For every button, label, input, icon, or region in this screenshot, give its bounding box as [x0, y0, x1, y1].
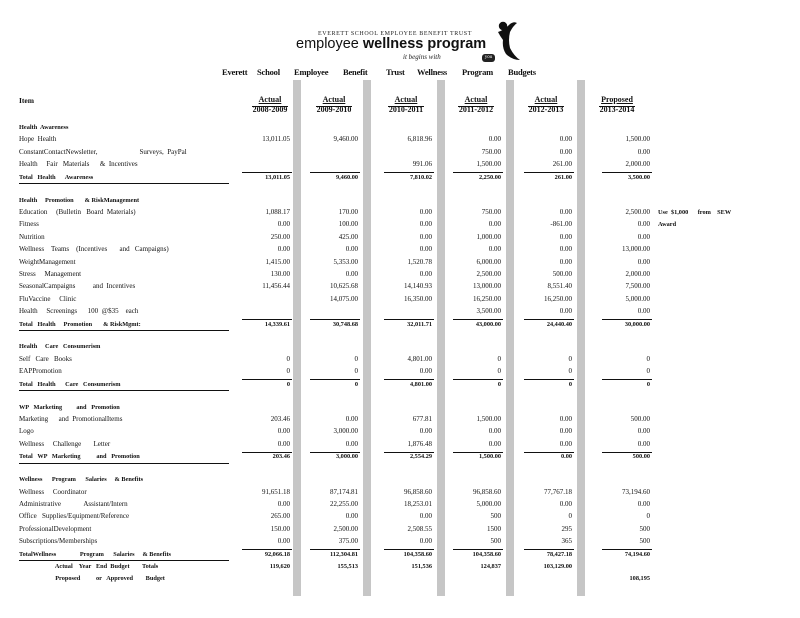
cell-value: 0.00 — [345, 512, 358, 521]
subtotal-rule — [524, 379, 574, 380]
line-item-label: Logo — [19, 427, 34, 436]
column-separator — [577, 80, 585, 596]
cell-value: 2,250.00 — [478, 173, 501, 181]
column-header — [304, 95, 364, 115]
cell-value: 30,748.68 — [332, 320, 358, 328]
cell-value: 0.00 — [488, 439, 501, 448]
cell-value: 0.00 — [559, 245, 572, 254]
cell-value: 18,253.01 — [404, 499, 432, 508]
figure-logo-icon — [494, 20, 524, 64]
column-separator — [363, 80, 371, 596]
cell-value: 2,554.29 — [409, 453, 432, 461]
total-row-label: Total WP Marketing and Promotion — [19, 453, 140, 461]
cell-value: 0.00 — [345, 415, 358, 424]
cell-value: 6,818.96 — [407, 135, 432, 144]
subtotal-rule — [242, 379, 292, 380]
line-item-label: Wellness Teams (Incentives and Campaigns) — [19, 245, 169, 254]
cell-value: 13,011.05 — [265, 173, 290, 181]
column-header-year: 2010-2011 — [388, 105, 424, 114]
cell-value: 500.00 — [630, 415, 650, 424]
cell-value: 203.46 — [270, 415, 290, 424]
line-item-label: Administrative Assistant/Intern — [19, 499, 128, 508]
cell-value: 0.00 — [559, 135, 572, 144]
cell-value: 250.00 — [270, 232, 290, 241]
cell-value: 0.00 — [419, 245, 432, 254]
column-header-type: Actual — [534, 95, 558, 104]
cell-value: 155,513 — [337, 562, 358, 570]
cell-value: 0 — [497, 380, 501, 388]
cell-value: 0 — [497, 354, 501, 363]
cell-value: 73,194.60 — [622, 487, 650, 496]
column-header — [376, 95, 436, 115]
cell-value: 0.00 — [345, 245, 358, 254]
cell-value: 0 — [354, 367, 358, 376]
cell-value: 1,088.17 — [265, 207, 290, 216]
line-item-label: Health Screenings 100 @$35 each — [19, 307, 139, 316]
column-header-year: 2008-2009 — [252, 105, 288, 114]
cell-value: 0 — [286, 354, 290, 363]
line-item-label: Stress Management — [19, 269, 82, 278]
item-column-header: Item — [19, 96, 34, 105]
cell-value: 104,358.60 — [472, 550, 501, 558]
subtotal-rule — [453, 379, 503, 380]
cell-value: 1,500.00 — [476, 415, 501, 424]
cell-value: 0.00 — [559, 439, 572, 448]
total-row-label: Proposed or Approved Budget — [19, 575, 165, 583]
cell-value: 0.00 — [559, 257, 572, 266]
banner-word: Program — [462, 67, 494, 77]
cell-value: 1500 — [487, 524, 501, 533]
cell-value: 0.00 — [488, 220, 501, 229]
banner-word: Budgets — [508, 67, 536, 77]
cell-value: 91,651.18 — [262, 487, 290, 496]
cell-value: 0.00 — [488, 245, 501, 254]
cell-value: 1,500.00 — [625, 135, 650, 144]
cell-value: 3,500.00 — [476, 307, 501, 316]
cell-value: 0.00 — [637, 220, 650, 229]
row-note: Award — [658, 221, 677, 229]
cell-value: 0 — [646, 512, 650, 521]
cell-value: 0 — [568, 380, 572, 388]
cell-value: 0.00 — [488, 135, 501, 144]
cell-value: 0 — [646, 354, 650, 363]
total-row-label: Actual Year End Budget Totals — [19, 562, 159, 570]
cell-value: 30,000.00 — [624, 320, 650, 328]
line-item-label: ConstantContactNewsletter, Surveys, PayPal — [19, 147, 187, 156]
cell-value: 96,858.60 — [404, 487, 432, 496]
subtotal-rule — [310, 379, 360, 380]
cell-value: 295 — [561, 524, 572, 533]
cell-value: 0 — [646, 367, 650, 376]
cell-value: 2,000.00 — [625, 160, 650, 169]
column-header-underline — [252, 106, 288, 107]
row-note: Use $1,000 from SEW — [658, 208, 732, 216]
total-rule — [19, 463, 229, 464]
cell-value: 2,000.00 — [625, 269, 650, 278]
column-header — [240, 95, 300, 115]
cell-value: 0.00 — [559, 499, 572, 508]
cell-value: 0.00 — [277, 245, 290, 254]
column-header-underline — [458, 106, 494, 107]
column-header-underline — [388, 106, 424, 107]
program-tagline: it begins with — [403, 53, 441, 61]
cell-value: 0.00 — [277, 220, 290, 229]
banner-word: Employee — [294, 67, 329, 77]
cell-value: 13,000.00 — [473, 282, 501, 291]
line-item-label: Wellness Coordinator — [19, 487, 87, 496]
cell-value: 0.00 — [637, 147, 650, 156]
section-header: Wellness Program Salaries & Benefits — [19, 476, 144, 484]
cell-value: 3,000.00 — [333, 427, 358, 436]
cell-value: 0.00 — [637, 427, 650, 436]
cell-value: 0.00 — [637, 232, 650, 241]
line-item-label: Nutrition — [19, 232, 45, 241]
cell-value: 425.00 — [338, 232, 358, 241]
total-rule — [19, 390, 229, 391]
cell-value: 32,011.71 — [407, 320, 432, 328]
cell-value: 7,810.02 — [409, 173, 432, 181]
cell-value: 0 — [497, 367, 501, 376]
line-item-label: Office Supplies/Equipment/Reference — [19, 512, 130, 521]
banner-word: School — [257, 67, 280, 77]
banner-word: Everett — [222, 67, 248, 77]
cell-value: 203.46 — [272, 453, 290, 461]
cell-value: 265.00 — [270, 512, 290, 521]
cell-value: 11,456.44 — [262, 282, 290, 291]
total-row-label: Total Health Awareness — [19, 173, 94, 181]
cell-value: 0.00 — [345, 269, 358, 278]
cell-value: 2,508.55 — [407, 524, 432, 533]
cell-value: 5,000.00 — [625, 294, 650, 303]
cell-value: 0.00 — [419, 537, 432, 546]
column-header-year: 2012-2013 — [528, 105, 564, 114]
cell-value: 0 — [354, 380, 358, 388]
line-item-label: EAPPromotion — [19, 367, 62, 376]
total-rule — [19, 330, 229, 331]
cell-value: 100.00 — [338, 220, 358, 229]
total-row-label: Total Health Promotion & RiskMgmt: — [19, 320, 141, 328]
cell-value: 14,140.93 — [404, 282, 432, 291]
cell-value: 1,500.00 — [476, 160, 501, 169]
cell-value: 112,304.81 — [330, 550, 358, 558]
cell-value: 3,000.00 — [335, 453, 358, 461]
column-header-year: 2009-2010 — [316, 105, 352, 114]
cell-value: 13,000.00 — [622, 245, 650, 254]
cell-value: 500.00 — [632, 453, 650, 461]
cell-value: 0.00 — [559, 147, 572, 156]
cell-value: 22,255.00 — [330, 499, 358, 508]
cell-value: 0.00 — [277, 537, 290, 546]
cell-value: 365 — [561, 537, 572, 546]
cell-value: 4,801.00 — [409, 380, 432, 388]
cell-value: 8,551.40 — [547, 282, 572, 291]
cell-value: 103,129.00 — [543, 562, 572, 570]
banner-word: Wellness — [417, 67, 448, 77]
cell-value: 96,858.60 — [473, 487, 501, 496]
cell-value: 77,767.18 — [544, 487, 572, 496]
cell-value: 0.00 — [637, 307, 650, 316]
column-separator — [506, 80, 514, 596]
column-separator — [437, 80, 445, 596]
column-header-type: Actual — [464, 95, 488, 104]
cell-value: 2,500.00 — [333, 524, 358, 533]
cell-value: 5,000.00 — [476, 499, 501, 508]
cell-value: 0.00 — [559, 307, 572, 316]
cell-value: 0.00 — [559, 232, 572, 241]
cell-value: 0 — [568, 354, 572, 363]
cell-value: 0.00 — [488, 427, 501, 436]
cell-value: 500 — [639, 537, 650, 546]
total-row-label: TotalWellness Program Salaries & Benefits — [19, 550, 171, 558]
line-item-label: WeightManagement — [19, 257, 76, 266]
you-badge: you — [482, 54, 495, 62]
cell-value: 108,195 — [629, 575, 650, 583]
column-header-type: Proposed — [601, 95, 633, 104]
cell-value: 170.00 — [338, 207, 358, 216]
cell-value: 78,427.18 — [546, 550, 572, 558]
column-header-type: Actual — [322, 95, 346, 104]
cell-value: 14,339.61 — [264, 320, 290, 328]
cell-value: 500 — [490, 512, 501, 521]
cell-value: 13,011.05 — [262, 135, 290, 144]
column-header — [516, 95, 576, 115]
column-header-type: Actual — [394, 95, 418, 104]
column-header-underline — [528, 106, 564, 107]
cell-value: 130.00 — [270, 269, 290, 278]
line-item-label: Marketing and PromotionalItems — [19, 415, 123, 424]
section-header: Health Promotion & RiskManagement — [19, 196, 140, 204]
cell-value: 0.00 — [560, 453, 572, 461]
line-item-label: Health Fair Materials & Incentives — [19, 160, 138, 169]
column-header-underline — [316, 106, 352, 107]
cell-value: 2,500.00 — [476, 269, 501, 278]
banner-word: Benefit — [343, 67, 368, 77]
cell-value: 0.00 — [277, 439, 290, 448]
cell-value: 1,520.78 — [407, 257, 432, 266]
cell-value: 87,174.81 — [330, 487, 358, 496]
cell-value: 0.00 — [345, 439, 358, 448]
cell-value: 0.00 — [277, 499, 290, 508]
cell-value: 92,066.18 — [264, 550, 290, 558]
cell-value: 0 — [354, 354, 358, 363]
cell-value: 0.00 — [559, 415, 572, 424]
cell-value: 1,500.00 — [478, 453, 501, 461]
column-header-year: 2013-2014 — [599, 105, 635, 114]
section-header: Health Awareness — [19, 124, 69, 131]
cell-value: 4,801.00 — [407, 354, 432, 363]
cell-value: 1,415.00 — [265, 257, 290, 266]
cell-value: 0.00 — [419, 367, 432, 376]
line-item-label: Wellness Challenge Letter — [19, 439, 111, 448]
cell-value: 0.00 — [419, 512, 432, 521]
cell-value: 1,876.48 — [407, 439, 432, 448]
cell-value: 0 — [568, 512, 572, 521]
column-separator — [293, 80, 301, 596]
program-logo-text — [296, 36, 486, 52]
cell-value: 16,350.00 — [404, 294, 432, 303]
cell-value: 104,358.60 — [403, 550, 432, 558]
cell-value: 0.00 — [419, 269, 432, 278]
line-item-label: SeasonalCampaigns and Incentives — [19, 282, 136, 291]
cell-value: 74,194.60 — [624, 550, 650, 558]
cell-value: 9,460.00 — [335, 173, 358, 181]
column-header-year: 2011-2012 — [458, 105, 494, 114]
cell-value: 0.00 — [419, 232, 432, 241]
cell-value: 7,500.00 — [625, 282, 650, 291]
cell-value: 261.00 — [552, 160, 572, 169]
line-item-label: Education (Bulletin Board Materials) — [19, 207, 136, 216]
line-item-label: Fitness — [19, 220, 39, 229]
cell-value: 14,075.00 — [330, 294, 358, 303]
subtotal-rule — [602, 379, 652, 380]
column-header-type: Actual — [258, 95, 282, 104]
cell-value: 119,620 — [269, 562, 290, 570]
cell-value: 0 — [568, 367, 572, 376]
cell-value: 500 — [490, 537, 501, 546]
cell-value: 677.81 — [412, 415, 432, 424]
cell-value: 43,000.00 — [475, 320, 501, 328]
total-rule — [19, 183, 229, 184]
cell-value: 124,837 — [480, 562, 501, 570]
cell-value: 0 — [286, 367, 290, 376]
line-item-label: Self Care Books — [19, 354, 72, 363]
cell-value: 991.06 — [412, 160, 432, 169]
section-header: Health Care Consumerism — [19, 343, 101, 351]
line-item-label: Hope Health — [19, 135, 57, 144]
cell-value: 0.00 — [419, 220, 432, 229]
cell-value: 0.00 — [559, 427, 572, 436]
cell-value: 500 — [639, 524, 650, 533]
line-item-label: Subscriptions/Memberships — [19, 537, 98, 546]
cell-value: 0 — [646, 380, 650, 388]
column-header — [587, 95, 647, 115]
cell-value: 150.00 — [270, 524, 290, 533]
cell-value: 500.00 — [552, 269, 572, 278]
line-item-label: ProfessionalDevelopment — [19, 524, 92, 533]
cell-value: 0.00 — [637, 257, 650, 266]
cell-value: 5,353.00 — [333, 257, 358, 266]
program-logo-light: employee — [296, 36, 363, 52]
trust-subtitle: EVERETT SCHOOL EMPLOYEE BENEFIT TRUST — [318, 31, 472, 37]
cell-value: 0 — [286, 380, 290, 388]
cell-value: 0.00 — [637, 499, 650, 508]
cell-value: 24,440.40 — [546, 320, 572, 328]
cell-value: 3,500.00 — [627, 173, 650, 181]
cell-value: 261.00 — [554, 173, 572, 181]
cell-value: 0.00 — [419, 207, 432, 216]
cell-value: 0.00 — [419, 427, 432, 436]
cell-value: 1,000.00 — [476, 232, 501, 241]
column-header-underline — [599, 106, 635, 107]
total-row-label: Total Health Care Consumerism — [19, 380, 121, 388]
cell-value: 375.00 — [338, 537, 358, 546]
line-item-label: FluVaccine Clinic — [19, 294, 77, 303]
cell-value: 750.00 — [481, 147, 501, 156]
cell-value: 151,536 — [411, 562, 432, 570]
banner-word: Trust — [386, 67, 405, 77]
cell-value: 16,250.00 — [544, 294, 572, 303]
cell-value: 0.00 — [277, 427, 290, 436]
cell-value: 16,250.00 — [473, 294, 501, 303]
program-logo-bold: wellness program — [362, 36, 487, 52]
cell-value: 2,500.00 — [625, 207, 650, 216]
cell-value: 9,460.00 — [333, 135, 358, 144]
column-header — [446, 95, 506, 115]
cell-value: -861.00 — [550, 220, 572, 229]
cell-value: 0.00 — [637, 439, 650, 448]
cell-value: 10,625.68 — [330, 282, 358, 291]
cell-value: 750.00 — [481, 207, 501, 216]
cell-value: 0.00 — [559, 207, 572, 216]
section-header: WP Marketing and Promotion — [19, 403, 120, 411]
cell-value: 6,000.00 — [476, 257, 501, 266]
